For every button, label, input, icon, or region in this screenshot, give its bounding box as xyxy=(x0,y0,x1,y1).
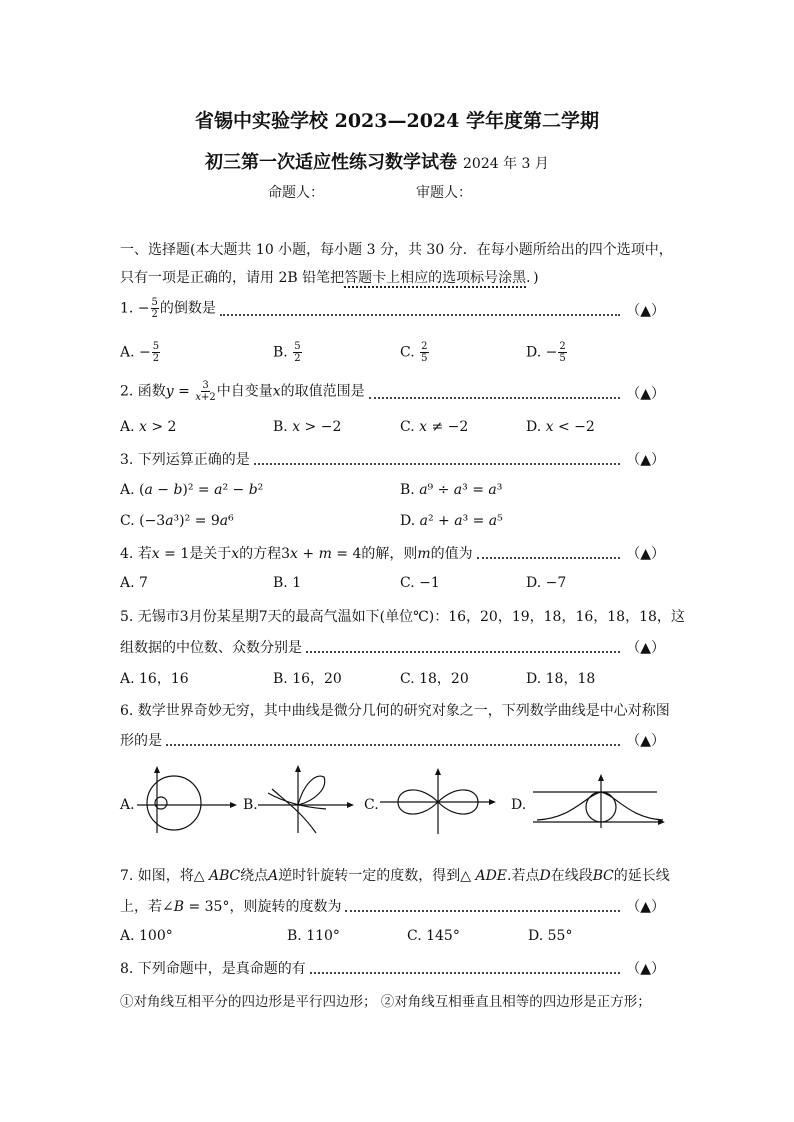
q7-option-c: C. 145° xyxy=(407,928,460,944)
answer-mark: （▲） xyxy=(626,961,665,977)
question-2-stem xyxy=(120,380,665,403)
q6-option-a-label: A. xyxy=(120,797,135,813)
q5-option-c: C. 18，20 xyxy=(400,671,469,687)
question-5-line1: 5. 无锡市3月份某星期7天的最高气温如下(单位℃)：16，20，19，18，16，18，18，这 xyxy=(120,609,685,625)
q2-fraction: $\frac{3}{\text{𝑥+2}}$ xyxy=(195,380,216,403)
question-7-line1: 7. 如图，将△ 𝐴𝐵𝐶绕点𝐴逆时针旋转一定的度数，得到△ 𝐴𝐷𝐸.若点𝐷在线段𝐵𝐶的延长线 xyxy=(120,868,670,884)
q7-option-a: A. 100° xyxy=(120,928,173,944)
q6-figure-c xyxy=(380,768,498,836)
q4-option-c: C. −1 xyxy=(400,575,440,591)
leader-dots xyxy=(306,650,620,653)
q7-option-d: D. 55° xyxy=(528,928,573,944)
answer-mark: （▲） xyxy=(626,386,665,402)
q6-text: 形的是 xyxy=(120,733,162,749)
answer-mark: （▲） xyxy=(626,733,665,749)
q1-option-b: B. $\frac{5}{2}$ xyxy=(273,341,301,364)
section-instructions xyxy=(120,236,680,292)
q2-option-c: C. 𝑥 ≠ −2 xyxy=(400,419,469,435)
q6-option-d-label: D. xyxy=(511,797,527,813)
q7-option-b: B. 110° xyxy=(287,928,340,944)
q5-option-b: B. 16，20 xyxy=(273,671,342,687)
answer-mark: （▲） xyxy=(626,452,665,468)
q2-option-a: A. 𝑥 > 2 xyxy=(120,419,177,435)
answer-mark: （▲） xyxy=(626,640,665,656)
q8-statements-line: ①对角线互相平分的四边形是平行四边形； ②对角线互相垂直且相等的四边形是正方形； xyxy=(120,994,651,1010)
question-4-stem xyxy=(120,543,665,563)
question-8-stem xyxy=(120,958,665,978)
exam-title-line2 xyxy=(205,148,549,174)
q4-option-d: D. −7 xyxy=(526,575,567,591)
leader-dots xyxy=(310,971,620,974)
leader-dots xyxy=(345,909,620,912)
q1-option-d: D. − $\frac{2}{5}$ xyxy=(526,341,566,364)
q8-text: 8. 下列命题中，是真命题的有 xyxy=(120,961,306,977)
q1-option-c: C. $\frac{2}{5}$ xyxy=(400,341,428,364)
leader-dots xyxy=(477,556,621,559)
authors-line xyxy=(268,182,472,202)
question-6-line1: 6. 数学世界奇妙无穷，其中曲线是微分几何的研究对象之一，下列数学曲线是中心对称图 xyxy=(120,703,670,719)
exam-title: 初三第一次适应性练习数学试卷 xyxy=(205,152,457,173)
q4-option-a: A. 7 xyxy=(120,575,148,591)
answer-mark: （▲） xyxy=(626,899,665,915)
q5-text: 组数据的中位数、众数分别是 xyxy=(120,640,302,656)
q1-text: 1. − $\frac{5}{2}$ 的倒数是 xyxy=(120,297,216,320)
q4-option-b: B. 1 xyxy=(273,575,302,591)
q6-option-b-label: B. xyxy=(243,797,258,813)
q6-figure-a xyxy=(137,765,237,835)
question-3-stem xyxy=(120,449,665,469)
question-6-line2 xyxy=(120,730,665,750)
q2-option-b: B. 𝑥 > −2 xyxy=(273,419,342,435)
leader-dots xyxy=(220,313,620,316)
q3-option-c: C. (−3𝑎³)² = 9𝑎⁶ xyxy=(120,513,234,529)
q6-option-c-label: C. xyxy=(364,797,379,813)
exam-title-line1: 省锡中实验学校 2023—2024 学年度第二学期 xyxy=(195,110,599,132)
q3-option-d: D. 𝑎² + 𝑎³ = 𝑎⁵ xyxy=(400,513,503,529)
question-1-stem xyxy=(120,297,665,320)
section-intro-emphasis: 答题卡上相应的选项标号涂黑 xyxy=(344,270,527,286)
q5-option-a: A. 16，16 xyxy=(120,671,189,687)
reviewer-label: 审题人： xyxy=(416,185,472,201)
section-intro-end: ．) xyxy=(526,270,539,286)
q5-option-d: D. 18，18 xyxy=(526,671,596,687)
q3-option-a: A. (𝑎 − 𝑏)² = 𝑎² − 𝑏² xyxy=(120,482,264,498)
q1-option-a: A. − $\frac{5}{2}$ xyxy=(120,341,160,364)
q2-option-d: D. 𝑥 < −2 xyxy=(526,419,595,435)
q2-text: 2. 函数𝑦 = $\frac{3}{\text{𝑥+2}}$ 中自变量𝑥的取值范围是 xyxy=(120,380,365,403)
q1-fraction: $\frac{5}{2}$ xyxy=(151,297,158,320)
q4-text: 4. 若𝑥 = 1是关于𝑥的方程3𝑥 + 𝑚 = 4的解，则𝑚的值为 xyxy=(120,546,473,562)
answer-mark: （▲） xyxy=(626,546,665,562)
leader-dots xyxy=(166,743,620,746)
q3-text: 3. 下列运算正确的是 xyxy=(120,452,250,468)
leader-dots xyxy=(369,396,621,399)
q6-figure-b xyxy=(258,763,358,835)
leader-dots xyxy=(254,462,620,465)
question-7-line2 xyxy=(120,896,665,916)
answer-mark: （▲） xyxy=(626,303,665,319)
q3-option-b: B. 𝑎⁹ ÷ 𝑎³ = 𝑎³ xyxy=(400,482,503,498)
exam-date: 2024 年 3 月 xyxy=(463,156,549,172)
q6-figure-d xyxy=(533,772,667,830)
q7-text: 上，若∠𝐵 = 35°，则旋转的度数为 xyxy=(120,899,342,915)
setter-label: 命题人： xyxy=(268,185,324,201)
section-intro-text: 一、选择题(本大题共 10 小题，每小题 3 分，共 30 分．在每小题所给出的四个选项中，只有一项是正确的，请用 2B 铅笔把 xyxy=(120,242,673,286)
question-5-line2 xyxy=(120,637,665,657)
